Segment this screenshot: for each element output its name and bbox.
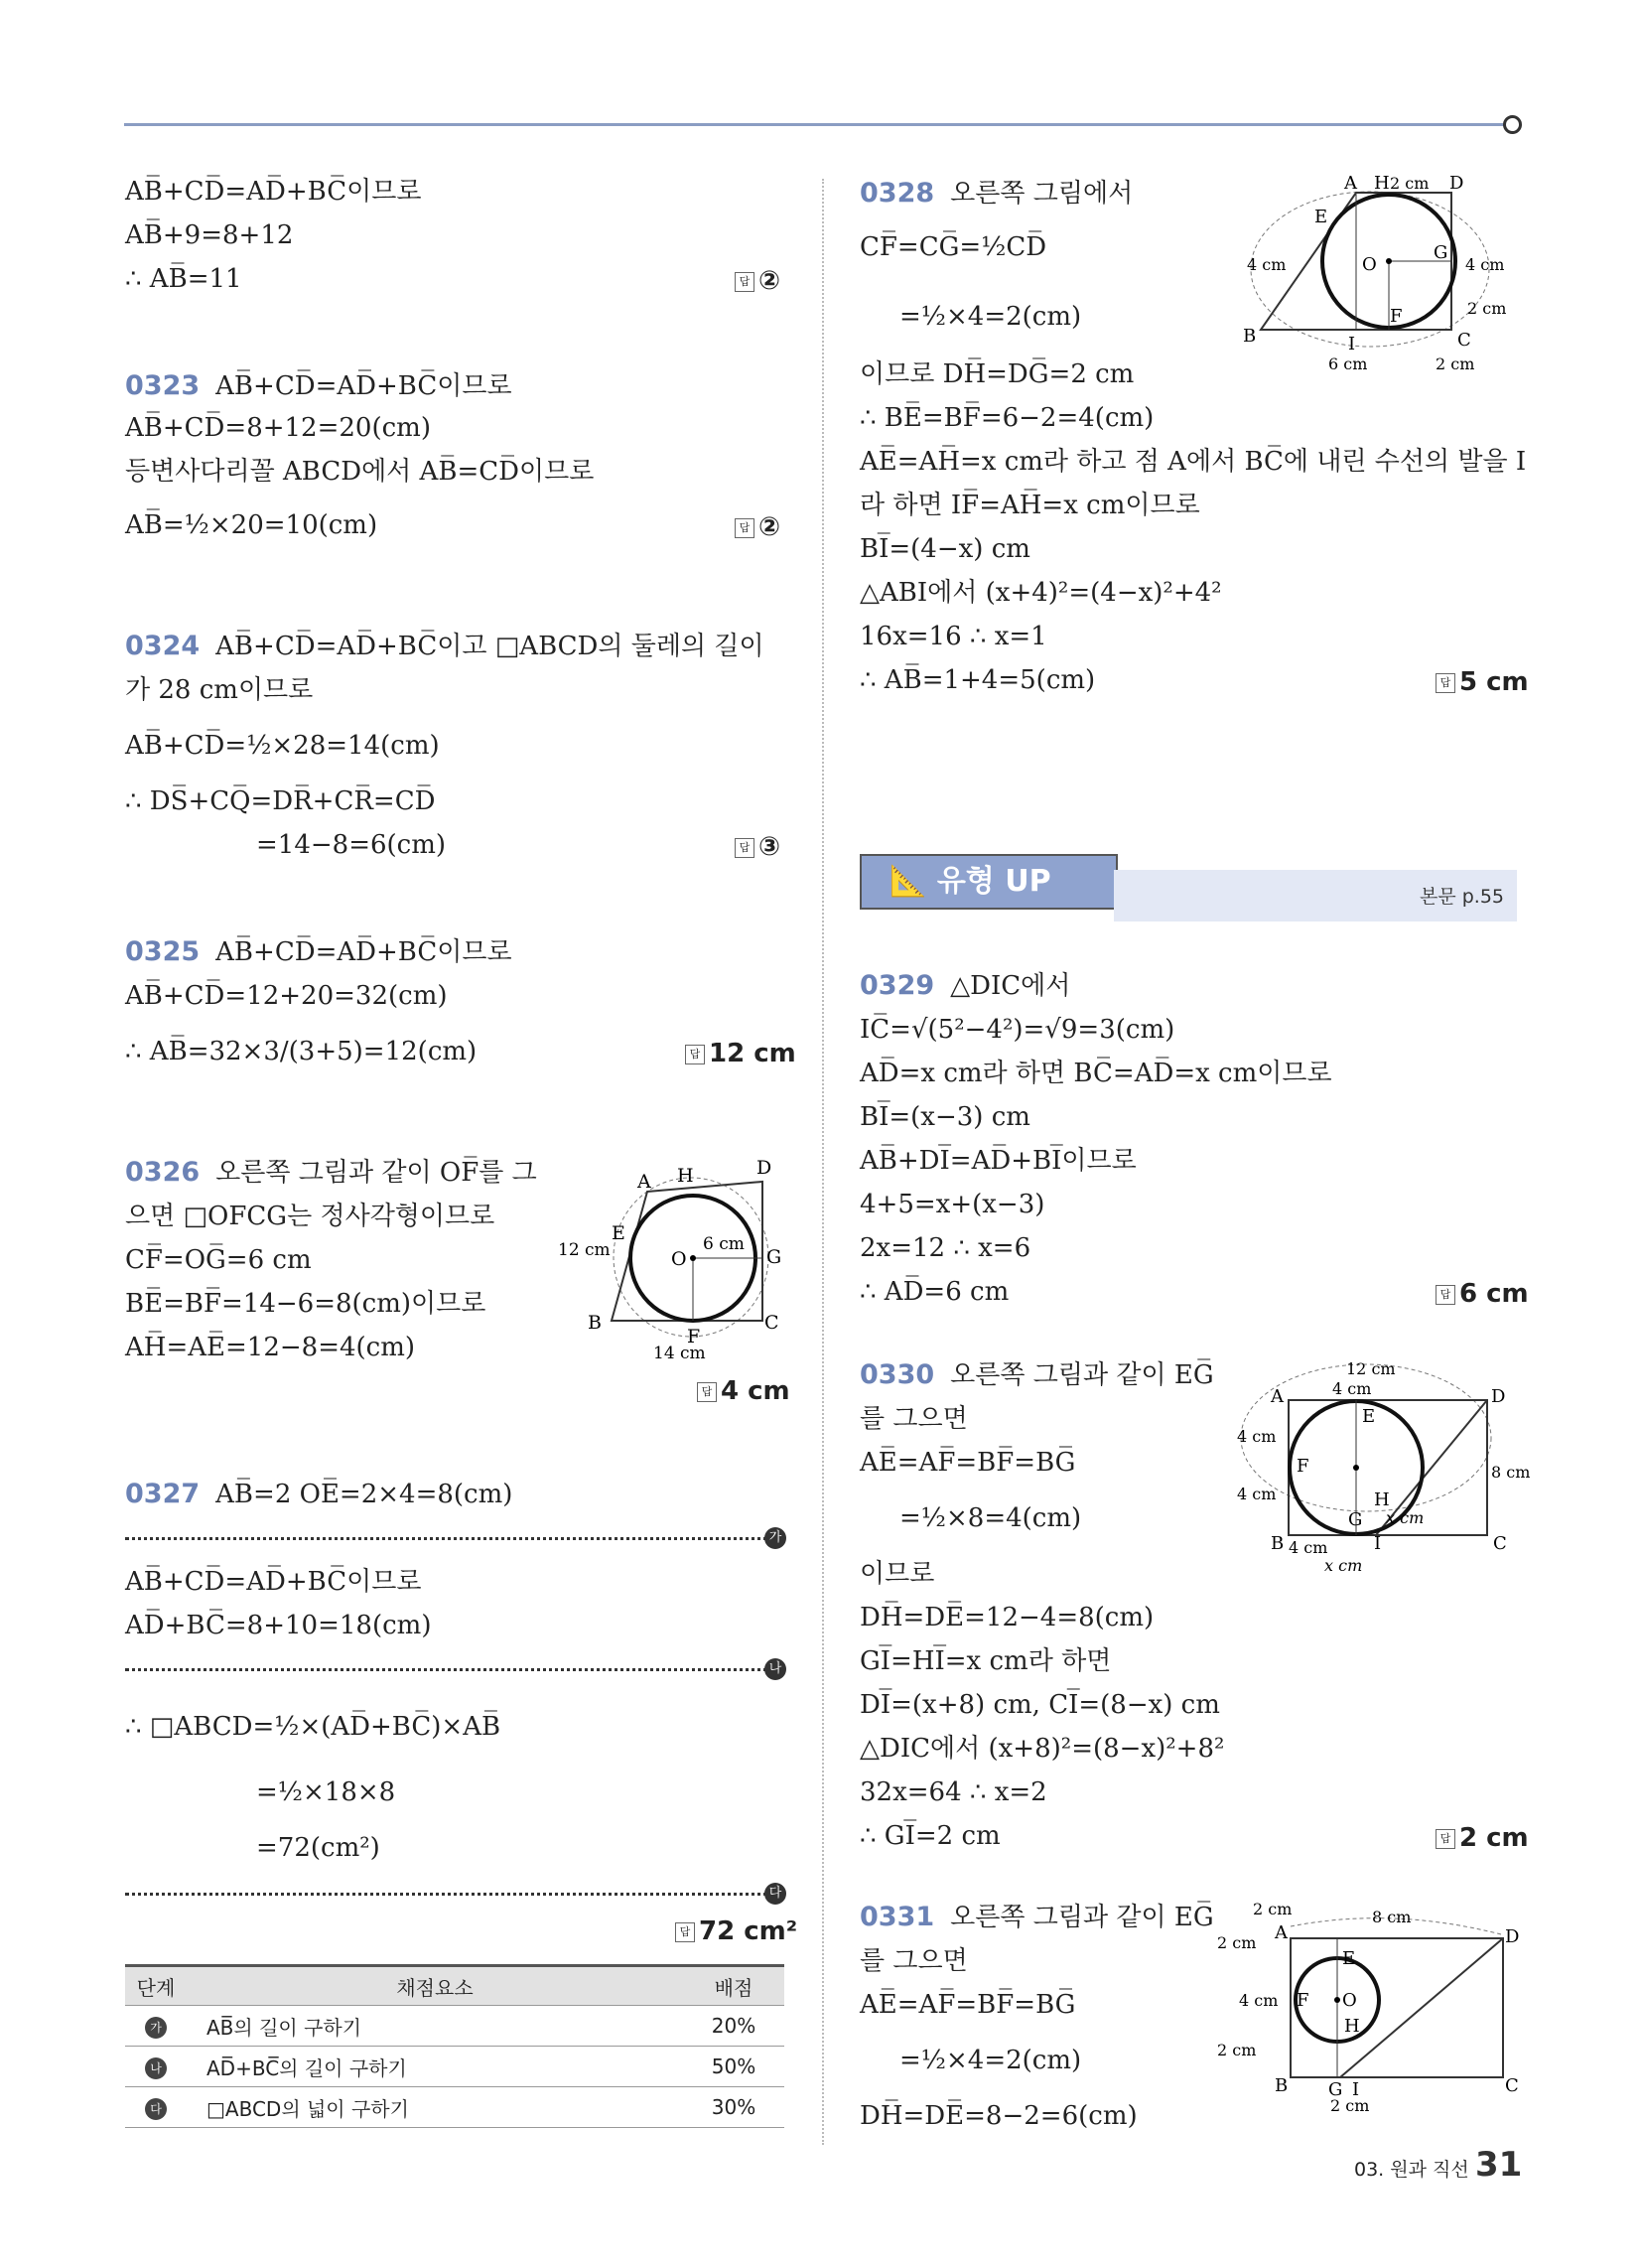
label-6cm: 6 cm: [1328, 354, 1368, 373]
p0327-line-5: =½×18×8: [256, 1777, 396, 1807]
p0331-line-3: AE̅=AF̅=BF̅=BG̅: [860, 1990, 1076, 2020]
label-g: G: [1328, 2079, 1343, 2100]
step-divider-3: [125, 1893, 780, 1896]
p0326-line-3: CF̅=OG̅=6 cm: [125, 1245, 312, 1275]
p0323-line-3: 등변사다리꼴 ABCD에서 AB̅=CD̅이므로: [125, 457, 595, 487]
label-f: F: [1390, 306, 1403, 327]
table-header-points: 배점: [683, 1966, 784, 2006]
p0323-answer: 답 ②: [735, 512, 780, 542]
label-h: H: [677, 1165, 694, 1187]
p0330-line-10: 32x=64 ∴ x=2: [860, 1777, 1047, 1807]
label-f: F: [1297, 1990, 1309, 2011]
table-row: 가 AB̅의 길이 구하기 20%: [125, 2006, 784, 2047]
label-2cm-bottom: 2 cm: [1436, 354, 1475, 373]
step-label-1: 가: [764, 1527, 786, 1549]
p0326-line-2: 으면 □OFCG는 정사각형이므로: [125, 1202, 495, 1231]
p0331-line-4: =½×4=2(cm): [899, 2046, 1082, 2075]
label-g: G: [1434, 242, 1448, 263]
center-dot: [1386, 258, 1392, 264]
p0329-line-6: 4+5=x+(x−3): [860, 1190, 1045, 1219]
p0330-answer: 답 2 cm: [1436, 1823, 1529, 1853]
p0328-line-4: 이므로 DH̅=DG̅=2 cm: [860, 359, 1135, 389]
p0327-answer: 답 72 cm²: [675, 1916, 797, 1946]
label-a: A: [1271, 1386, 1284, 1407]
label-e: E: [1342, 1948, 1356, 1969]
p0329-line-8: ∴ AD̅=6 cm: [860, 1277, 1010, 1307]
p0329-line-4: BI̅=(x−3) cm: [860, 1102, 1030, 1132]
p0327-line-6: =72(cm²): [256, 1833, 380, 1863]
label-8cm: 8 cm: [1491, 1463, 1531, 1482]
problem-number: 0330: [860, 1359, 935, 1390]
textbook-reference: 본문 p.55: [1420, 886, 1505, 908]
p0324-answer: 답 ③: [735, 832, 780, 862]
figure-0326: [552, 1152, 790, 1370]
table-row: 다 □ABCD의 넓이 구하기 30%: [125, 2087, 784, 2128]
p0326-line-4: BE̅=BF̅=14−6=8(cm)이므로: [125, 1289, 486, 1319]
p0331-line-5: DH̅=DE̅=8−2=6(cm): [860, 2101, 1138, 2131]
header-rule: [124, 123, 1509, 126]
label-4cm-left-upper: 4 cm: [1237, 1427, 1277, 1446]
label-d: D: [756, 1157, 772, 1179]
p0323-line-2: AB̅+CD̅=8+12=20(cm): [125, 413, 431, 443]
problem-number: 0328: [860, 178, 935, 209]
p0329-line-7: 2x=12 ∴ x=6: [860, 1233, 1031, 1263]
p0328-line-11: ∴ AB̅=1+4=5(cm): [860, 665, 1096, 695]
problem-0324: 0324 AB̅+CD̅=AD̅+BC̅이고 □ABCD의 둘레의 길이: [125, 631, 764, 661]
p0328-line-3: =½×4=2(cm): [899, 302, 1082, 332]
p0327-line-3: AD̅+BC̅=8+10=18(cm): [125, 1611, 432, 1640]
problem-0325: 0325 AB̅+CD̅=AD̅+BC̅이므로: [125, 936, 512, 967]
chapter-title: 03. 원과 직선: [1354, 2159, 1469, 2181]
p0328-line-5: ∴ BE̅=BF̅=6−2=4(cm): [860, 403, 1155, 433]
figure-0328: [1231, 175, 1529, 383]
p0329-line-3: AD̅=x cm라 하면 BC̅=AD̅=x cm이므로: [860, 1059, 1332, 1088]
p0328-line-9: △ABI에서 (x+4)²=(4−x)²+4²: [860, 578, 1222, 608]
label-a: A: [637, 1171, 651, 1193]
label-f: F: [687, 1326, 701, 1347]
section-banner: 📐 유형 UP: [860, 854, 1118, 910]
problem-0327: 0327 AB̅=2 OE̅=2×4=8(cm): [125, 1479, 513, 1509]
problem-number: 0324: [125, 631, 201, 661]
scoring-table: [125, 1964, 784, 2128]
label-c: C: [1457, 330, 1471, 351]
p0327-line-2: AB̅+CD̅=AD̅+BC̅이므로: [125, 1567, 422, 1597]
label-o: O: [1362, 254, 1377, 275]
label-d: D: [1449, 173, 1464, 194]
p0329-line-5: AB̅+DI̅=AD̅+BI̅이므로: [860, 1146, 1137, 1176]
label-e: E: [1362, 1406, 1376, 1427]
p0330-line-6: DH̅=DE̅=12−4=8(cm): [860, 1603, 1155, 1632]
figure-0331: [1213, 1897, 1531, 2115]
label-2cm-bottom: 2 cm: [1330, 2096, 1370, 2115]
label-2cm-top: 2 cm: [1253, 1900, 1293, 1918]
p0329-line-2: IC̅=√(5²−4²)=√9=3(cm): [860, 1015, 1175, 1045]
label-xcm-bottom: x cm: [1324, 1556, 1363, 1575]
table-row: 나 AD̅+BC̅의 길이 구하기 50%: [125, 2047, 784, 2087]
p0323-line-4: AB̅=½×20=10(cm): [125, 510, 378, 540]
p0324-line-2: 가 28 cm이므로: [125, 675, 314, 705]
p0328-line-8: BI̅=(4−x) cm: [860, 534, 1030, 564]
p0330-line-2: 를 그으면: [860, 1404, 968, 1434]
label-a: A: [1344, 173, 1357, 194]
label-e: E: [612, 1222, 625, 1244]
label-4cm-left: 4 cm: [1247, 255, 1287, 274]
center-dot: [1334, 1997, 1340, 2003]
label-c: C: [1505, 2075, 1519, 2096]
label-b: B: [588, 1312, 602, 1334]
step-label-3: 다: [764, 1883, 786, 1905]
label-d: D: [1505, 1926, 1520, 1947]
prev-line-1: AB̅+CD̅=AD̅+BC̅이므로: [125, 177, 422, 207]
label-b: B: [1275, 2075, 1289, 2096]
problem-number: 0331: [860, 1902, 935, 1932]
ruler-icon: 📐: [889, 864, 927, 899]
p0328-answer: 답 5 cm: [1436, 667, 1529, 697]
problem-number: 0327: [125, 1479, 201, 1509]
label-f: F: [1297, 1456, 1309, 1477]
column-divider: [822, 179, 824, 2145]
problem-0331: 0331 오른쪽 그림과 같이 EG̅: [860, 1902, 1214, 1932]
label-i: I: [1352, 2079, 1360, 2100]
figure-0330: [1227, 1354, 1531, 1583]
label-i: I: [1348, 334, 1356, 354]
label-o: O: [1342, 1990, 1357, 2011]
p0330-line-9: △DIC에서 (x+8)²=(8−x)²+8²: [860, 1734, 1225, 1764]
problem-number: 0323: [125, 370, 201, 401]
label-4cm-top: 4 cm: [1332, 1379, 1372, 1398]
label-2cm-left-top: 2 cm: [1217, 1933, 1257, 1952]
header-dot: [1503, 115, 1522, 134]
p0325-answer: 답 12 cm: [685, 1039, 796, 1068]
label-o: O: [671, 1248, 687, 1270]
step-divider-1: [125, 1537, 780, 1540]
label-12cm: 12 cm: [1346, 1359, 1396, 1378]
label-b: B: [1243, 326, 1257, 347]
p0330-line-5: 이므로: [860, 1559, 935, 1589]
center-dot: [1353, 1465, 1359, 1471]
label-g: G: [1348, 1509, 1363, 1530]
label-i: I: [1374, 1533, 1382, 1554]
label-h: H: [1374, 173, 1390, 194]
label-b: B: [1271, 1533, 1285, 1554]
problem-number: 0329: [860, 970, 935, 1001]
label-h: H: [1374, 1489, 1390, 1510]
p0329-answer: 답 6 cm: [1436, 1279, 1529, 1309]
p0324-line-3: AB̅+CD̅=½×28=14(cm): [125, 731, 440, 761]
problem-number: 0325: [125, 936, 201, 967]
p0328-line-2: CF̅=CG̅=½CD̅: [860, 232, 1047, 262]
p0326-answer: 답 4 cm: [697, 1376, 790, 1406]
label-2cm-top: 2 cm: [1390, 174, 1430, 193]
label-4cm-bottom: 4 cm: [1289, 1538, 1328, 1557]
tangent-di: [1340, 1938, 1503, 2077]
p0325-line-3: ∴ AB̅=32×3/(3+5)=12(cm): [125, 1037, 478, 1066]
label-14cm: 14 cm: [653, 1344, 706, 1363]
problem-0328: 0328 오른쪽 그림에서: [860, 178, 1134, 209]
problem-0323: 0323 AB̅+CD̅=AD̅+BC̅이므로: [125, 370, 512, 401]
label-6cm: 6 cm: [703, 1234, 745, 1254]
problem-0326: 0326 오른쪽 그림과 같이 OF̅를 그: [125, 1157, 537, 1188]
label-4cm-right: 4 cm: [1465, 255, 1505, 274]
label-2cm-right: 2 cm: [1467, 299, 1507, 318]
label-h: H: [1344, 2016, 1360, 2037]
label-8cm: 8 cm: [1372, 1908, 1412, 1926]
label-4cm: 4 cm: [1239, 1991, 1279, 2010]
prev-line-2: AB̅+9=8+12: [125, 220, 294, 250]
label-xcm-right: x cm: [1386, 1508, 1425, 1527]
p0331-line-2: 를 그으면: [860, 1946, 968, 1976]
label-4cm-left-lower: 4 cm: [1237, 1485, 1277, 1503]
p0330-line-8: DI̅=(x+8) cm, CI̅=(8−x) cm: [860, 1690, 1220, 1720]
p0327-line-4: ∴ □ABCD=½×(AD̅+BC̅)×AB̅: [125, 1712, 501, 1742]
label-c: C: [764, 1312, 779, 1334]
label-12cm: 12 cm: [558, 1240, 611, 1260]
prev-answer: 답 ②: [735, 266, 780, 296]
p0328-line-6: AE̅=AH̅=x cm라 하고 점 A에서 BC̅에 내린 수선의 발을 I: [860, 447, 1527, 477]
label-c: C: [1493, 1533, 1507, 1554]
p0330-line-4: =½×8=4(cm): [899, 1503, 1082, 1533]
p0330-line-7: GI̅=HI̅=x cm라 하면: [860, 1646, 1112, 1676]
prev-line-3: ∴ AB̅=11: [125, 264, 242, 294]
page-number: 31: [1475, 2145, 1523, 2185]
p0328-line-10: 16x=16 ∴ x=1: [860, 622, 1047, 651]
p0324-line-5: =14−8=6(cm): [256, 830, 447, 860]
label-a: A: [1275, 1922, 1288, 1943]
label-2cm-left-bottom: 2 cm: [1217, 2041, 1257, 2059]
step-divider-2: [125, 1668, 780, 1671]
problem-0330: 0330 오른쪽 그림과 같이 EG̅: [860, 1359, 1214, 1390]
problem-number: 0326: [125, 1157, 201, 1188]
table-header-item: 채점요소: [187, 1966, 683, 2006]
p0328-line-7: 라 하면 IF̅=AH̅=x cm이므로: [860, 491, 1200, 520]
table-header-step: 단계: [125, 1966, 187, 2006]
label-g: G: [766, 1246, 782, 1268]
p0326-line-5: AH̅=AE̅=12−8=4(cm): [125, 1333, 416, 1362]
label-e: E: [1314, 207, 1328, 227]
label-d: D: [1491, 1386, 1506, 1407]
p0330-line-3: AE̅=AF̅=BF̅=BG̅: [860, 1448, 1076, 1478]
center-dot: [690, 1255, 696, 1261]
p0324-line-4: ∴ DS̅+CQ̅=DR̅+CR̅=CD̅: [125, 786, 436, 816]
p0330-line-11: ∴ GI̅=2 cm: [860, 1821, 1001, 1851]
problem-0329: 0329 △DIC에서: [860, 970, 1071, 1001]
answer-mark: 답: [735, 272, 754, 292]
p0325-line-2: AB̅+CD̅=12+20=32(cm): [125, 981, 448, 1011]
step-label-2: 나: [764, 1658, 786, 1680]
